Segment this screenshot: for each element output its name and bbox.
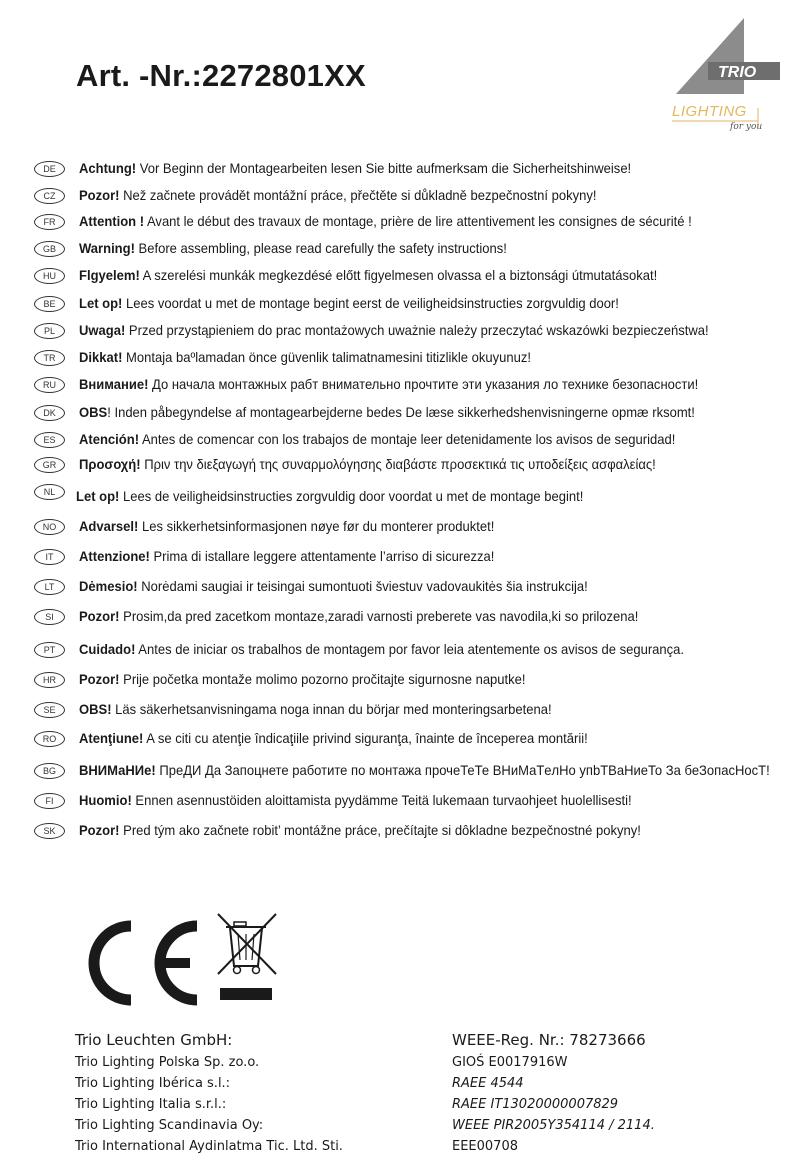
registration-number: GIOŚ E0017916W: [452, 1055, 568, 1070]
warning-text: [76, 487, 583, 506]
ce-letter-c: [94, 926, 131, 1000]
warning-body: Avant le début des travaux de montage, prière de lire attentivement les consignes de sécurité !: [144, 213, 692, 229]
language-badge: NL: [34, 484, 65, 500]
language-badge: FR: [34, 214, 65, 230]
warning-lead: Внимание!: [79, 376, 149, 392]
language-badge: PT: [34, 642, 65, 658]
warning-body: A se citi cu atenţie îndicaţiile privind siguranţa, înainte de începerea montării!: [143, 730, 588, 746]
company-list: [75, 1028, 343, 1157]
warning-row-sk: [34, 821, 804, 843]
warning-body: Prosim,da pred zacetkom montaze,zaradi varnosti preberete vas navodila,ki so prilozena!: [119, 608, 639, 624]
language-badge: SE: [34, 702, 65, 718]
warning-body: Przed przystąpieniem do prac montażowych uważnie należy przeczytać wskazówki bezpieczeństwa!: [125, 322, 709, 338]
warning-lead: OBS: [79, 404, 108, 420]
warning-text: [79, 321, 709, 340]
warning-text: [79, 212, 692, 231]
warning-text: [79, 430, 675, 449]
warning-text: [79, 159, 631, 178]
warning-row-it: [34, 547, 804, 569]
warning-text: [79, 670, 526, 689]
warning-lead: Let op!: [76, 488, 120, 504]
article-number-title: Art. -Nr.:2272801XX: [76, 58, 366, 93]
warning-row-ro: [34, 729, 804, 751]
warning-body: Ennen asennustöiden aloittamista pyydämme Teitä lukemaan turvaohjeet huolellisesti!: [131, 792, 632, 808]
warning-body: Prije početka montaže molimo pozorno pročitajte sigurnosne naputke!: [119, 671, 526, 687]
warning-lead: Pozor!: [79, 608, 120, 624]
warning-text: [79, 403, 695, 422]
warning-lead: Uwaga!: [79, 322, 126, 338]
warning-body: Antes de comencar con los trabajos de montaje leer detenidamente los avisos de seguridad!: [139, 431, 676, 447]
warning-lead: Dėmesio!: [79, 578, 138, 594]
crossed-out-wheelie-bin-icon: [214, 912, 280, 1004]
warning-body: ПреДИ Да Запоцнете работите по монтажа прочеТеТе ВНиМаТeлНо упbТВаНиеТо За беЗопасНосТ!: [155, 762, 770, 778]
registration-number: EEE00708: [452, 1139, 518, 1154]
company-name: Trio Lighting Polska Sp. zo.o.: [75, 1055, 260, 1070]
warning-lead: Advarsel!: [79, 518, 139, 534]
warning-lead: Let op!: [79, 295, 123, 311]
company-name: Trio International Aydinlatma Tic. Ltd. Sti.: [75, 1139, 343, 1154]
language-badge: DE: [34, 161, 65, 177]
warning-lead: Pozor!: [79, 822, 120, 838]
warning-text: [79, 266, 657, 285]
company-name: Trio Lighting Scandinavia Oy:: [75, 1118, 264, 1133]
language-badge: GR: [34, 457, 65, 473]
warning-body: Vor Beginn der Montagearbeiten lesen Sie bitte aufmerksam die Sicherheitshinweise!: [136, 160, 632, 176]
warning-row-pt: [34, 640, 804, 662]
warning-row-bg: [34, 761, 804, 783]
language-badge: SI: [34, 609, 65, 625]
warning-lead: Atenţiune!: [79, 730, 144, 746]
language-badge: DK: [34, 405, 65, 421]
warning-body: A szerelési munkák megkezdésé előtt figyelmesen olvassa el a biztonsági útmutatásokat!: [139, 267, 658, 283]
warning-body: Les sikkerhetsinformasjonen nøye før du monterer produktet!: [138, 518, 495, 534]
language-badge: HU: [34, 268, 65, 284]
warning-body: Lees de veiligheidsinstructies zorgvuldig door voordat u met de montage begint!: [119, 488, 584, 504]
warning-text: [79, 791, 632, 810]
warning-row-es: [34, 430, 804, 452]
warning-text: [79, 348, 531, 367]
warning-text: [79, 455, 656, 474]
registration-list: [452, 1028, 655, 1157]
warning-text: [79, 375, 698, 394]
warning-text: [79, 761, 770, 780]
warning-body: Pred tým ako začnete robit’ montážne práce, prečítajte si dôkladne bezpečnostné pokyny!: [119, 822, 641, 838]
warning-lead: ВНИМаНИе!: [79, 762, 156, 778]
warning-lead: Warning!: [79, 240, 135, 256]
warning-lead: Achtung!: [79, 160, 137, 176]
warning-row-dk: [34, 403, 804, 425]
warning-lead: Cuidado!: [79, 641, 136, 657]
ce-mark-icon: [76, 918, 204, 1008]
language-badge: IT: [34, 549, 65, 565]
warning-lead: Pozor!: [79, 187, 120, 203]
warning-row-si: [34, 607, 804, 629]
company-name: Trio Leuchten GmbH:: [75, 1031, 233, 1049]
warning-row-pl: [34, 321, 804, 343]
ce-letter-e-bar: [156, 958, 190, 968]
warning-row-tr: [34, 348, 804, 370]
warning-lead: Huomio!: [79, 792, 132, 808]
warning-text: [79, 547, 494, 566]
registration-number: RAEE IT13020000007829: [452, 1097, 619, 1112]
warning-body: Norėdami saugiai ir teisingai sumontuoti šviestuv vadovaukitės šia instrukcija!: [137, 578, 588, 594]
language-badge: NO: [34, 519, 65, 535]
language-badge: LT: [34, 579, 65, 595]
warning-row-ru: [34, 375, 804, 397]
warning-body: Before assembling, please read carefully the safety instructions!: [134, 240, 507, 256]
language-badge: HR: [34, 672, 65, 688]
warning-lead: Προσοχή!: [79, 456, 141, 472]
warning-row-de: [34, 159, 804, 181]
registration-number: WEEE-Reg. Nr.: 78273666: [452, 1031, 646, 1049]
warning-text: [79, 517, 494, 536]
warning-text: [79, 729, 588, 748]
warning-row-lt: [34, 577, 804, 599]
warning-body: Prima di istallare leggere attentamente l’arriso di sicurezza!: [149, 548, 495, 564]
warning-row-nl: [34, 482, 804, 504]
warning-text: [79, 577, 588, 596]
warning-text: [79, 186, 596, 205]
language-badge: BE: [34, 296, 65, 312]
warning-lead: Pozor!: [79, 671, 120, 687]
warning-text: [79, 640, 684, 659]
language-badge: PL: [34, 323, 65, 339]
warning-body: ! Inden påbegyndelse af montagearbejderne bedes De læse sikkerhedshenvisningerne opmæ rksomt!: [107, 404, 695, 420]
warning-body: Lees voordat u met de montage begint eerst de veiligheidsinstructies zorgvuldig door!: [122, 295, 619, 311]
warning-body: Läs säkerhetsanvisningama noga innan du börjar med monteringsarbetena!: [111, 701, 552, 717]
warning-text: [79, 239, 507, 258]
warning-body: До начала монтажных рабт внимательно прочтите эти указания ло технике безопасности!: [148, 376, 699, 392]
company-name: Trio Lighting Italia s.r.l.:: [75, 1097, 227, 1112]
warning-body: Πριν την διεξαγωγή της συναρμολόγησης διαβάστε προσεκτικά τις υποδείξεις ασφαλείας!: [140, 456, 656, 472]
warning-row-cz: [34, 186, 804, 208]
language-badge: FI: [34, 793, 65, 809]
language-badge: RU: [34, 377, 65, 393]
company-name: Trio Lighting Ibérica s.l.:: [75, 1076, 231, 1091]
language-badge: TR: [34, 350, 65, 366]
logo-brand-text: TRIO: [718, 64, 757, 81]
registration-number: RAEE 4544: [452, 1076, 524, 1091]
warning-lead: Dikkat!: [79, 349, 123, 365]
language-badge: RO: [34, 731, 65, 747]
language-badge: BG: [34, 763, 65, 779]
warning-row-fr: [34, 212, 804, 234]
warning-text: [79, 700, 552, 719]
warning-lead: OBS!: [79, 701, 112, 717]
language-badge: SK: [34, 823, 65, 839]
language-badge: GB: [34, 241, 65, 257]
warning-text: [79, 294, 619, 313]
warning-body: Antes de iniciar os trabalhos de montagem por favor leia atentemente os avisos de segurança.: [135, 641, 685, 657]
warning-row-se: [34, 700, 804, 722]
warning-body: Montaja baºlamadan önce güvenlik talimatnamesini titizlikle okuyunuz!: [122, 349, 532, 365]
warning-row-be: [34, 294, 804, 316]
warning-row-hr: [34, 670, 804, 692]
logo-subtagline-text: for you: [730, 122, 763, 132]
warning-row-gb: [34, 239, 804, 261]
language-badge: CZ: [34, 188, 65, 204]
warning-lead: Attenzione!: [79, 548, 150, 564]
warning-lead: Attention !: [79, 213, 145, 229]
warning-text: [79, 607, 638, 626]
logo-tagline-text: LIGHTING: [672, 103, 747, 120]
warning-text: [79, 821, 641, 840]
warning-lead: Flgyelem!: [79, 267, 140, 283]
warning-row-no: [34, 517, 804, 539]
warning-row-fi: [34, 791, 804, 813]
registration-number: WEEE PIR2005Y354114 / 2114.: [452, 1118, 655, 1133]
warning-lead: Atención!: [79, 431, 140, 447]
warning-body: Než začnete provádět montážní práce, přečtěte si důkladně bezpečnostní pokyny!: [119, 187, 597, 203]
warning-row-hu: [34, 266, 804, 288]
warning-row-gr: [34, 455, 804, 477]
language-badge: ES: [34, 432, 65, 448]
